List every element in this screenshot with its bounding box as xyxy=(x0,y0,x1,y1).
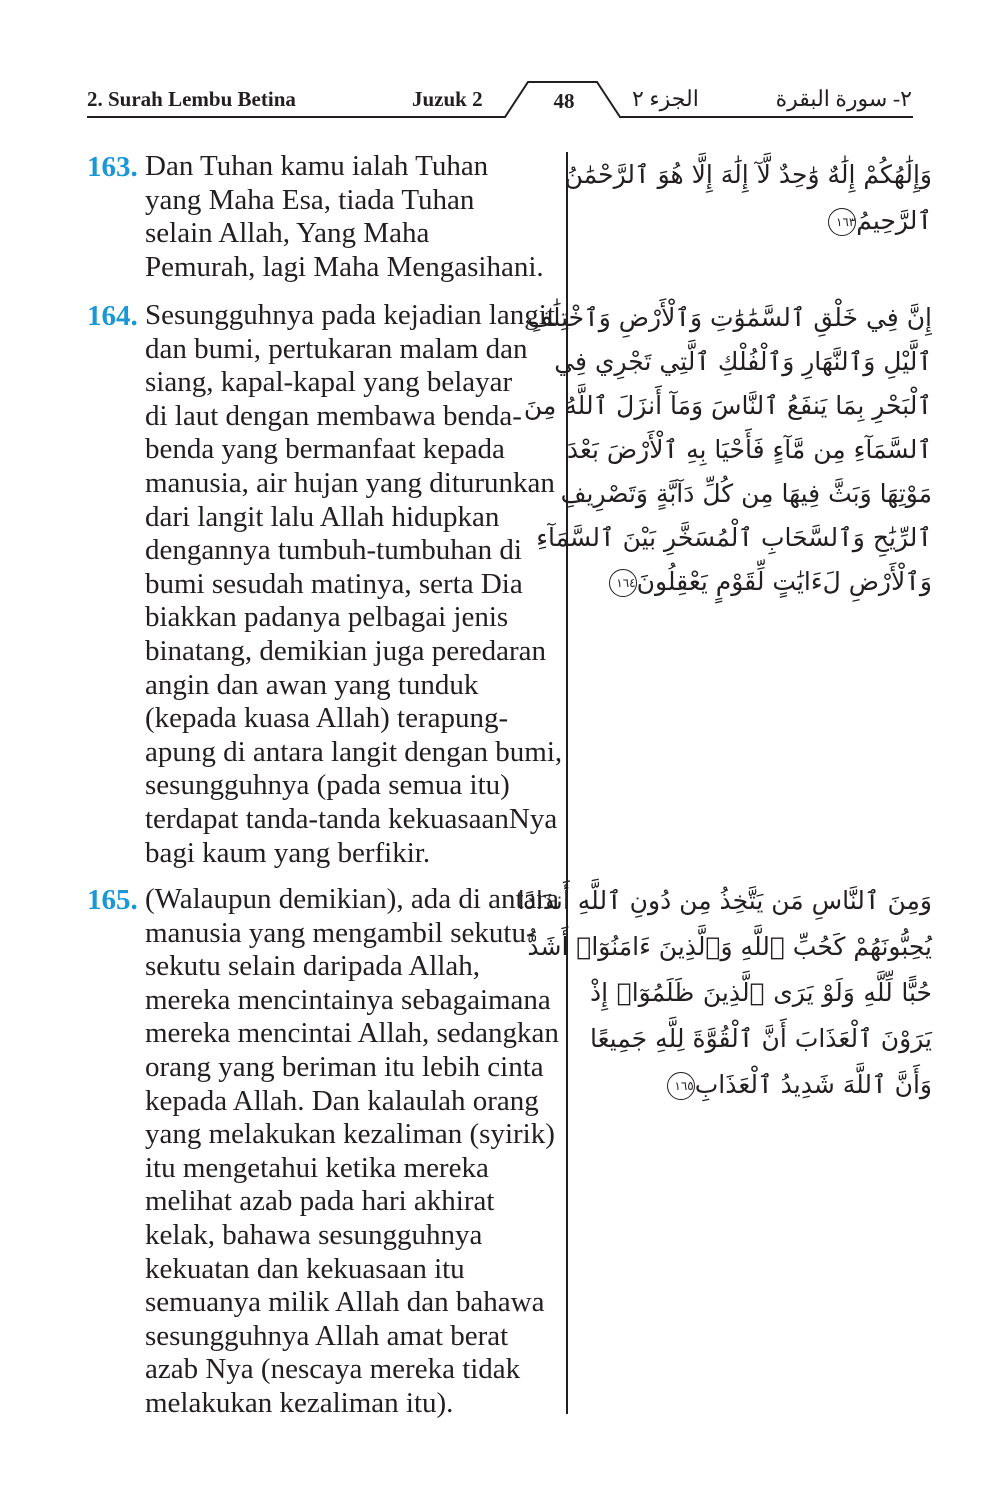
ayah-end-marker: ١٦٤ xyxy=(609,569,637,597)
arabic-line xyxy=(590,198,932,244)
translation-line: sesungguhnya (pada semua itu) xyxy=(145,769,510,802)
verse-number: 165. xyxy=(87,884,138,916)
translation-line: biakkan padanya pelbagai jenis xyxy=(145,601,509,634)
verse-number: 163. xyxy=(87,151,138,183)
arabic-line: يَرَوْنَ ٱلْعَذَابَ أَنَّ ٱلْقُوَّةَ لِلَّهِ جَمِيعًا xyxy=(590,1024,932,1053)
arabic-line: وَإِلَٰهُكُمْ إِلَٰهٌ وَٰحِدٌ لَّآ إِلَٰهَ إِلَّا هُوَ ٱلرَّحْمَٰنُ xyxy=(564,160,932,189)
translation-line: selain Allah, Yang Maha xyxy=(145,217,430,250)
arabic-line: ٱلْبَحْرِ بِمَا يَنفَعُ ٱلنَّاسَ وَمَآ أَنزَلَ ٱللَّهُ مِنَ xyxy=(523,391,932,420)
arabic-line: ٱلَّيْلِ وَٱلنَّهَارِ وَٱلْفُلْكِ ٱلَّتِي تَجْرِي فِي xyxy=(554,347,932,376)
arabic-line xyxy=(590,1062,932,1108)
translation-line: mereka mencintai Allah, sedangkan xyxy=(145,1017,559,1050)
translation-line: kekuatan dan kekuasaan itu xyxy=(145,1252,465,1285)
translation-line: manusia yang mengambil sekutu- xyxy=(145,916,536,949)
translation-line: bumi sesudah matinya, serta Dia xyxy=(145,567,523,600)
arabic-line: حُبًّا لِّلَّهِ وَلَوْ يَرَى ٱلَّذِينَ ظَلَمُوٓا۟ إِذْ xyxy=(590,978,932,1007)
translation-line: terdapat tanda-tanda kekuasaanNya xyxy=(145,802,558,835)
verse-translation-text xyxy=(145,299,563,870)
page-header xyxy=(0,0,1000,125)
translation-line: kepada Allah. Dan kalaulah orang xyxy=(145,1084,539,1117)
verse-translation-text xyxy=(145,150,560,284)
translation-line: melihat azab pada hari akhirat xyxy=(145,1185,495,1218)
translation-line: apung di antara langit dengan bumi, xyxy=(145,735,563,768)
translation-line: Sesungguhnya pada kejadian langit xyxy=(145,299,555,331)
translation-line: dengannya tumbuh-tumbuhan di xyxy=(145,534,522,567)
translation-line: kelak, bahawa sesungguhnya xyxy=(145,1218,483,1251)
translation-line: binatang, demikian juga peredaran xyxy=(145,634,547,667)
translation-line: (Walaupun demikian), ada di antara xyxy=(145,883,559,915)
surah-title-arabic: ٢- سورة البقرة xyxy=(775,86,912,111)
translation-line: di laut dengan membawa benda- xyxy=(145,399,522,432)
translation-line: bagi kaum yang berfikir. xyxy=(145,836,431,869)
arabic-line: يُحِبُّونَهُمْ كَحُبِّ ٱللَّهِ وَٱلَّذِينَ ءَامَنُوٓا۟ أَشَدُّ xyxy=(527,932,932,961)
verse-arabic-165 xyxy=(517,878,932,1108)
surah-title: 2. Surah Lembu Betina xyxy=(87,87,296,111)
arabic-line: وَمِنَ ٱلنَّاسِ مَن يَتَّخِذُ مِن دُونِ ٱللَّهِ أَندَادًا xyxy=(517,886,932,915)
translation-line: benda yang bermanfaat kepada xyxy=(145,433,505,466)
verse-arabic-164 xyxy=(523,296,932,604)
arabic-line: ٱلسَّمَآءِ مِن مَّآءٍ فَأَحْيَا بِهِ ٱلْأَرْضَ بَعْدَ xyxy=(566,435,932,464)
translation-line: azab Nya (nescaya mereka tidak xyxy=(145,1353,521,1386)
verse-translation-text xyxy=(145,883,560,1421)
translation-line: sesungguhnya Allah amat berat xyxy=(145,1319,509,1352)
ayah-end-marker: ١٦٣ xyxy=(828,208,856,236)
translation-line: dari langit lalu Allah hidupkan xyxy=(145,500,500,533)
arabic-text: وَأَنَّ ٱللَّهَ شَدِيدُ ٱلْعَذَابِ xyxy=(694,1070,932,1099)
arabic-line: ٱلرِّيَٰحِ وَٱلسَّحَابِ ٱلْمُسَخَّرِ بَيْنَ ٱلسَّمَآءِ xyxy=(536,523,932,552)
arabic-line: إِنَّ فِي خَلْقِ ٱلسَّمَٰوَٰتِ وَٱلْأَرْضِ وَٱخْتِلَٰفِ xyxy=(526,303,932,332)
translation-line: mereka mencintainya sebagaimana xyxy=(145,983,551,1016)
translation-line: orang yang beriman itu lebih cinta xyxy=(145,1050,544,1083)
translation-line: Pemurah, lagi Maha Mengasihani. xyxy=(145,250,544,283)
translation-line: siang, kapal-kapal yang belayar xyxy=(145,366,513,399)
translation-line: yang Maha Esa, tiada Tuhan xyxy=(145,183,475,216)
juz-label-arabic: الجزء ٢ xyxy=(632,86,699,111)
arabic-text: وَٱلْأَرْضِ لَءَايَٰتٍ لِّقَوْمٍ يَعْقِلُونَ xyxy=(636,567,932,596)
arabic-text: ٱلرَّحِيمُ xyxy=(856,206,932,235)
translation-line: yang melakukan kezaliman (syirik) xyxy=(145,1118,555,1151)
translation-line: dan bumi, pertukaran malam dan xyxy=(145,332,528,365)
arabic-line xyxy=(590,560,932,604)
translation-line: semuanya milik Allah dan bahawa xyxy=(145,1286,545,1319)
translation-line: sekutu selain daripada Allah, xyxy=(145,950,481,983)
page-number: 48 xyxy=(553,89,575,113)
translation-line: itu mengetahui ketika mereka xyxy=(145,1151,489,1184)
translation-line: manusia, air hujan yang diturunkan xyxy=(145,466,555,499)
juzuk-label: Juzuk 2 xyxy=(412,87,483,111)
translation-line: angin dan awan yang tunduk xyxy=(145,668,479,701)
verse-arabic-163 xyxy=(564,152,932,244)
translation-line: Dan Tuhan kamu ialah Tuhan xyxy=(145,150,489,182)
translation-line: melakukan kezaliman itu). xyxy=(145,1386,454,1419)
arabic-line: مَوْتِهَا وَبَثَّ فِيهَا مِن كُلِّ دَآبَّةٍ وَتَصْرِيفِ xyxy=(560,479,932,508)
verse-number: 164. xyxy=(87,300,138,332)
translation-line: (kepada kuasa Allah) terapung- xyxy=(145,702,509,735)
ayah-end-marker: ١٦٥ xyxy=(667,1072,695,1100)
